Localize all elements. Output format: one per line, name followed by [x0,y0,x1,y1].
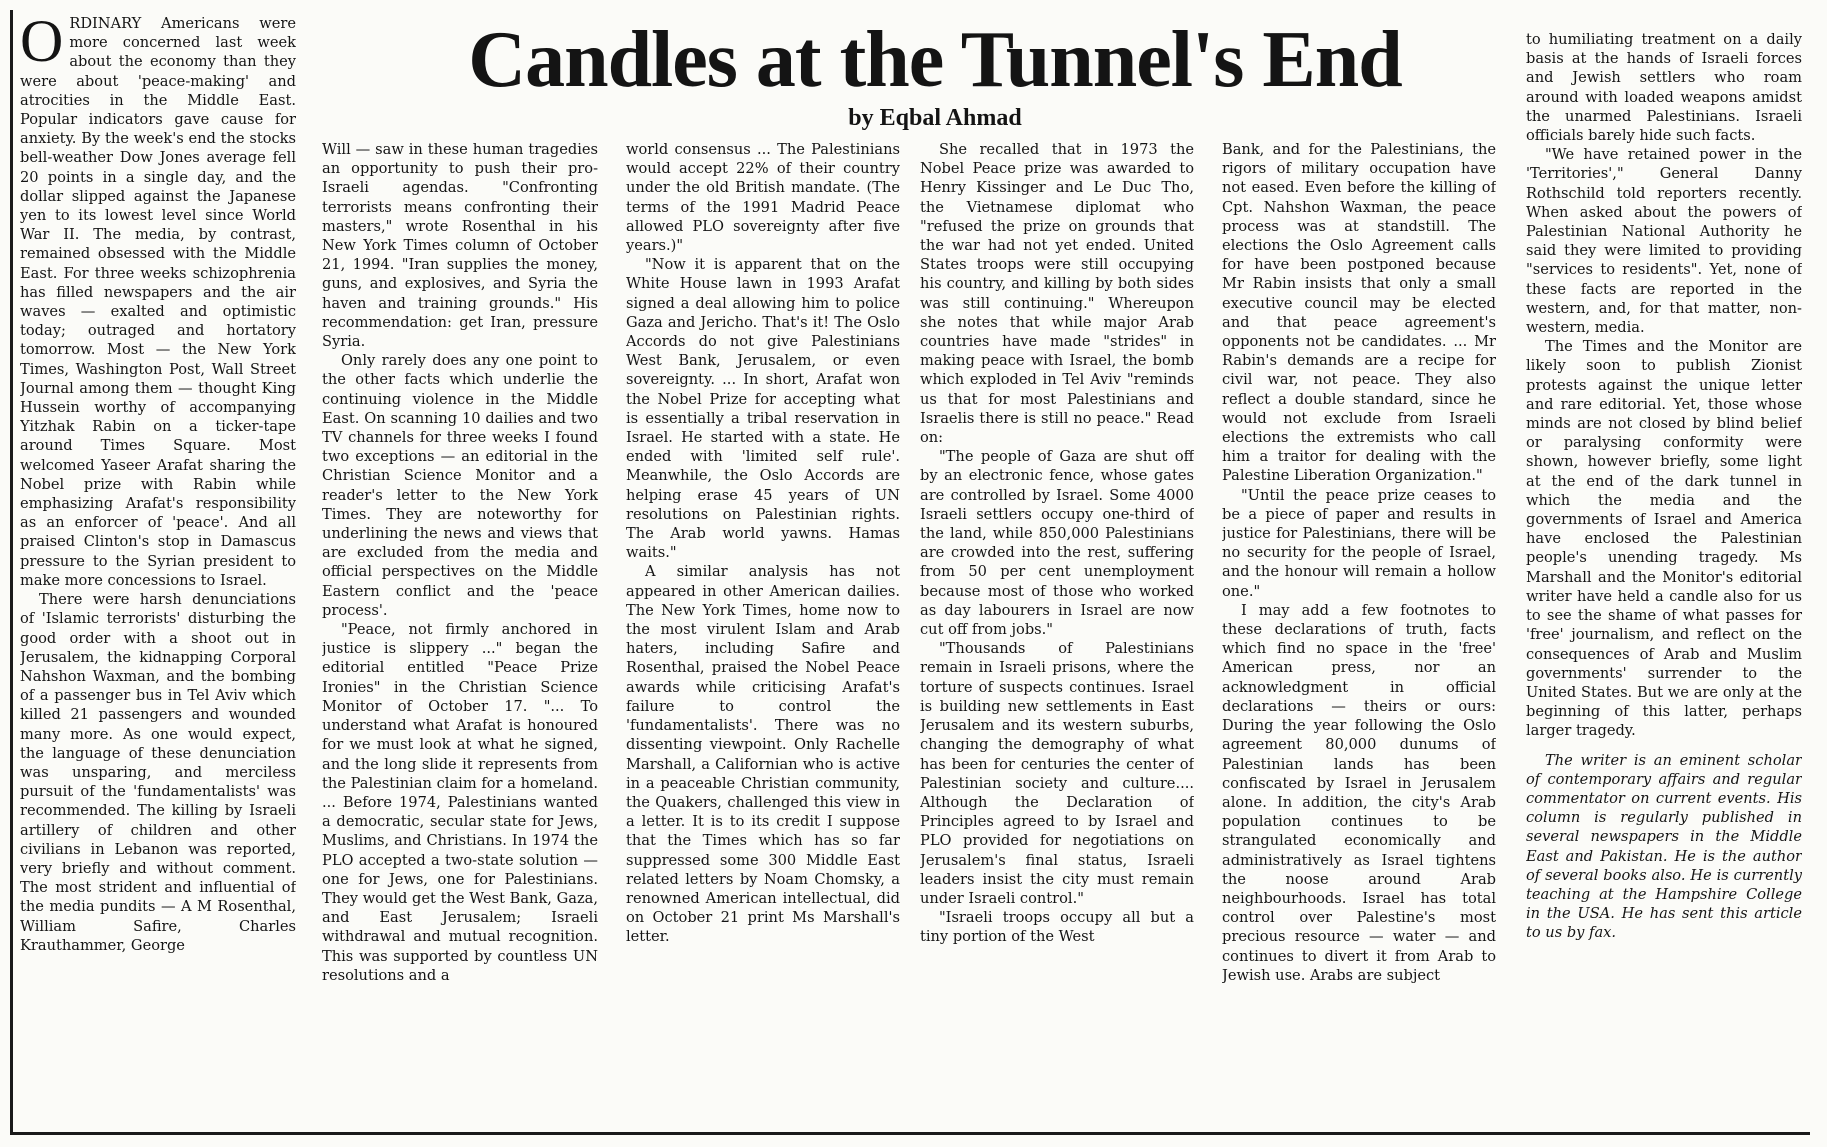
column-3-paragraph-3: A similar analysis has not appeared in other American dailies. The New York Times, home now to the most virulent Islam and Arab haters, including Safire and Rosenthal, praised the Nobel Peace awards while criticising Arafat's failure to control the 'fundamentalists'. There was no dissenting viewpoint. Only Rachelle Marshall, a Californian who is active in a peaceable Christian community, the Quakers, challenged this view in a letter. It is to its credit I suppose that the Times which has so far suppressed some 300 Middle East related letters by Noam Chomsky, a renowned American intellectual, did on October 21 print Ms Marshall's letter. [626,563,900,946]
column-4-paragraph-1: She recalled that in 1973 the Nobel Peace prize was awarded to Henry Kissinger and Le Duc Tho, the Vietnamese diplomat who "refused the prize on grounds that the war had not yet ended. United States troops were still occupying his country, and killing by both sides was still continuing." Whereupon she notes that while major Arab countries have made "strides" in making peace with Israel, the bomb which exploded in Tel Aviv "reminds us that for most Palestinians and Israelis there is still no peace." Read on: [920,141,1194,447]
column-6-paragraph-1: to humiliating treatment on a daily basis at the hands of Israeli forces and Jewish settlers who roam around with loaded weapons amidst the unarmed Palestinians. Israeli officials barely hide such facts. [1526,31,1802,145]
article-column-1 [20,14,296,1128]
column-1-paragraph-2: There were harsh denunciations of 'Islamic terrorists' disturbing the good order with a shoot out in Jerusalem, the kidnapping Corporal Nahshon Waxman, and the bombing of a passenger bus in Tel Aviv which killed 21 passengers and wounded many more. As one would expect, the language of these denunciation was unsparing, and merciless pursuit of the 'fundamentalists' was recommended. The killing by Israeli artillery of children and other civilians in Lebanon was reported, very briefly and without comment. The most strident and influential of the media pundits — A M Rosenthal, William Safire, Charles Krauthammer, George [20,591,296,954]
column-4-paragraph-2: "The people of Gaza are shut off by an electronic fence, whose gates are controlled by Israel. Some 4000 Israeli settlers occupy one-third of the land, while 850,000 Palestinians are crowded into the rest, suffering from 50 per cent unemployment because most of those who worked as day labourers in Israel are now cut off from jobs." [920,448,1194,639]
column-6-paragraph-3: The Times and the Monitor are likely soon to publish Zionist protests against the unique letter and rare editorial. Yet, those whose minds are not closed by blind belief or paralysing conformity were shown, however briefly, some light at the end of the dark tunnel in which the media and the governments of Israel and America have enclosed the Palestinian people's unending tragedy. Ms Marshall and the Monitor's editorial writer have held a candle also for us to see the shame of what passes for 'free' journalism, and reflect on the consequences of Arab and Muslim governments' surrender to the United States. But we are only at the beginning of this latter, perhaps larger tragedy. [1526,338,1802,740]
article-column-2 [322,140,598,1128]
byline: by Eqbal Ahmad [848,105,1022,131]
column-2-paragraph-2: Only rarely does any one point to the other facts which underlie the continuing violence in the Middle East. On scanning 10 dailies and two TV channels for three weeks I found two exceptions — an editorial in the Christian Science Monitor and a reader's letter to the New York Times. They are noteworthy for underlining the news and views that are excluded from the media and official perspectives on the Middle Eastern conflict and the 'peace process'. [322,352,598,619]
column-4-paragraph-3: "Thousands of Palestinians remain in Israeli prisons, where the torture of suspects continues. Israel is building new settlements in East Jerusalem and its western suburbs, changing the demography of what has been for centuries the center of Palestinian society and culture.... Although the Declaration of Principles agreed to by Israel and PLO provided for negotiations on Jerusalem's final status, Israeli leaders insist the city must remain under Israeli control." [920,640,1194,907]
column-4-paragraph-4: "Israeli troops occupy all but a tiny portion of the West [920,909,1194,946]
bottom-rule [10,1132,1810,1135]
column-2-paragraph-3: "Peace, not firmly anchored in justice is slippery ..." began the editorial entitled "Peace Prize Ironies" in the Christian Science Monitor of October 17. "... To understand what Arafat is honoured for we must look at what he signed, and the long slide it represents from the Palestinian claim for a homeland. ... Before 1974, Palestinians wanted a democratic, secular state for Jews, Muslims, and Christians. In 1974 the PLO accepted a two-state solution — one for Jews, one for Palestinians. They would get the West Bank, Gaza, and East Jerusalem; Israeli withdrawal and mutual recognition. This was supported by countless UN resolutions and a [322,621,598,984]
left-column-rule [10,10,13,1132]
column-3-paragraph-1: world consensus ... The Palestinians would accept 22% of their country under the old British mandate. (The terms of the 1991 Madrid Peace allowed PLO sovereignty after five years.)" [626,141,900,255]
article-column-3 [626,140,900,1128]
column-5-paragraph-3: I may add a few footnotes to these declarations of truth, facts which find no space in the 'free' American press, nor an acknowledgment in official declarations — theirs or ours: During the year following the Oslo agreement 80,000 dunums of Palestinian lands has been confiscated by Israel in Jerusalem alone. In addition, the city's Arab population continues to be strangulated economically and administratively as Israel tightens the noose around Arab neighbourhoods. Israel has total control over Palestine's most precious resource — water — and continues to divert it from Arab to Jewish use. Arabs are subject [1222,601,1496,984]
article-column-6 [1526,30,1802,1128]
headline: Candles at the Tunnel's End [468,16,1402,104]
column-3-paragraph-2: "Now it is apparent that on the White House lawn in 1993 Arafat signed a deal allowing him to police Gaza and Jericho. That's it! The Oslo Accords do not give Palestinians West Bank, Jerusalem, or even sovereignty. ... In short, Arafat won the Nobel Prize for accepting what is essentially a tribal reservation in Israel. He started with a state. He ended with 'limited self rule'. Meanwhile, the Oslo Accords are helping erase 45 years of UN resolutions on Palestinian rights. The Arab world yawns. Hamas waits." [626,256,900,562]
column-5-paragraph-1: Bank, and for the Palestinians, the rigors of military occupation have not eased. Even before the killing of Cpt. Nahshon Waxman, the peace process was at standstill. The elections the Oslo Agreement calls for have been postponed because Mr Rabin insists that only a small executive council may be elected and that peace agreement's opponents not be candidates. ... Mr Rabin's demands are a recipe for civil war, not peace. They also reflect a double standard, since he would not exclude from Israeli elections the extremists who call him a traitor for dealing with the Palestine Liberation Organization." [1222,141,1496,485]
column-6-paragraph-2: "We have retained power in the 'Territories'," General Danny Rothschild told reporters recently. When asked about the powers of Palestinian National Authority he said they were limited to providing "services to residents". Yet, none of these facts are reported in the western, and, for that matter, non-western, media. [1526,146,1802,337]
column-1-paragraph-1: ORDINARY Americans were more concerned last week about the economy than they were about 'peace-making' and atrocities in the Middle East. Popular indicators gave cause for anxiety. By the week's end the stocks bell-weather Dow Jones average fell 20 points in a single day, and the dollar slipped against the Japanese yen to its lowest level since World War II. The media, by contrast, remained obsessed with the Middle East. For three weeks schizophrenia has filled newspapers and the air waves — exalted and optimistic today; outraged and hortatory tomorrow. Most — the New York Times, Washington Post, Wall Street Journal among them — thought King Hussein worthy of accompanying Yitzhak Rabin on a ticker-tape around Times Square. Most welcomed Yaseer Arafat sharing the Nobel prize with Rabin while emphasizing Arafat's responsibility as an enforcer of 'peace'. And all praised Clinton's stop in Damascus pressure to the Syrian president to make more concessions to Israel. [20,14,296,589]
author-note: The writer is an eminent scholar of contemporary affairs and regular commentator on current events. His column is regularly published in several newspapers in the Middle East and Pakistan. He is the author of several books also. He is currently teaching at the Hampshire College in the USA. He has sent this article to us by fax. [1526,751,1802,942]
article-column-4 [920,140,1194,1128]
article-column-5 [1222,140,1496,1128]
drop-cap: O [20,14,64,74]
column-2-paragraph-1: Will — saw in these human tragedies an opportunity to push their pro-Israeli agendas. "Confronting terrorists means confronting their masters," wrote Rosenthal in his New York Times column of October 21, 1994. "Iran supplies the money, guns, and explosives, and Syria the haven and training grounds." His recommendation: get Iran, pressure Syria. [322,141,598,351]
column-5-paragraph-2: "Until the peace prize ceases to be a piece of paper and results in justice for Palestinians, there will be no security for the people of Israel, and the honour will remain a hollow one." [1222,486,1496,600]
